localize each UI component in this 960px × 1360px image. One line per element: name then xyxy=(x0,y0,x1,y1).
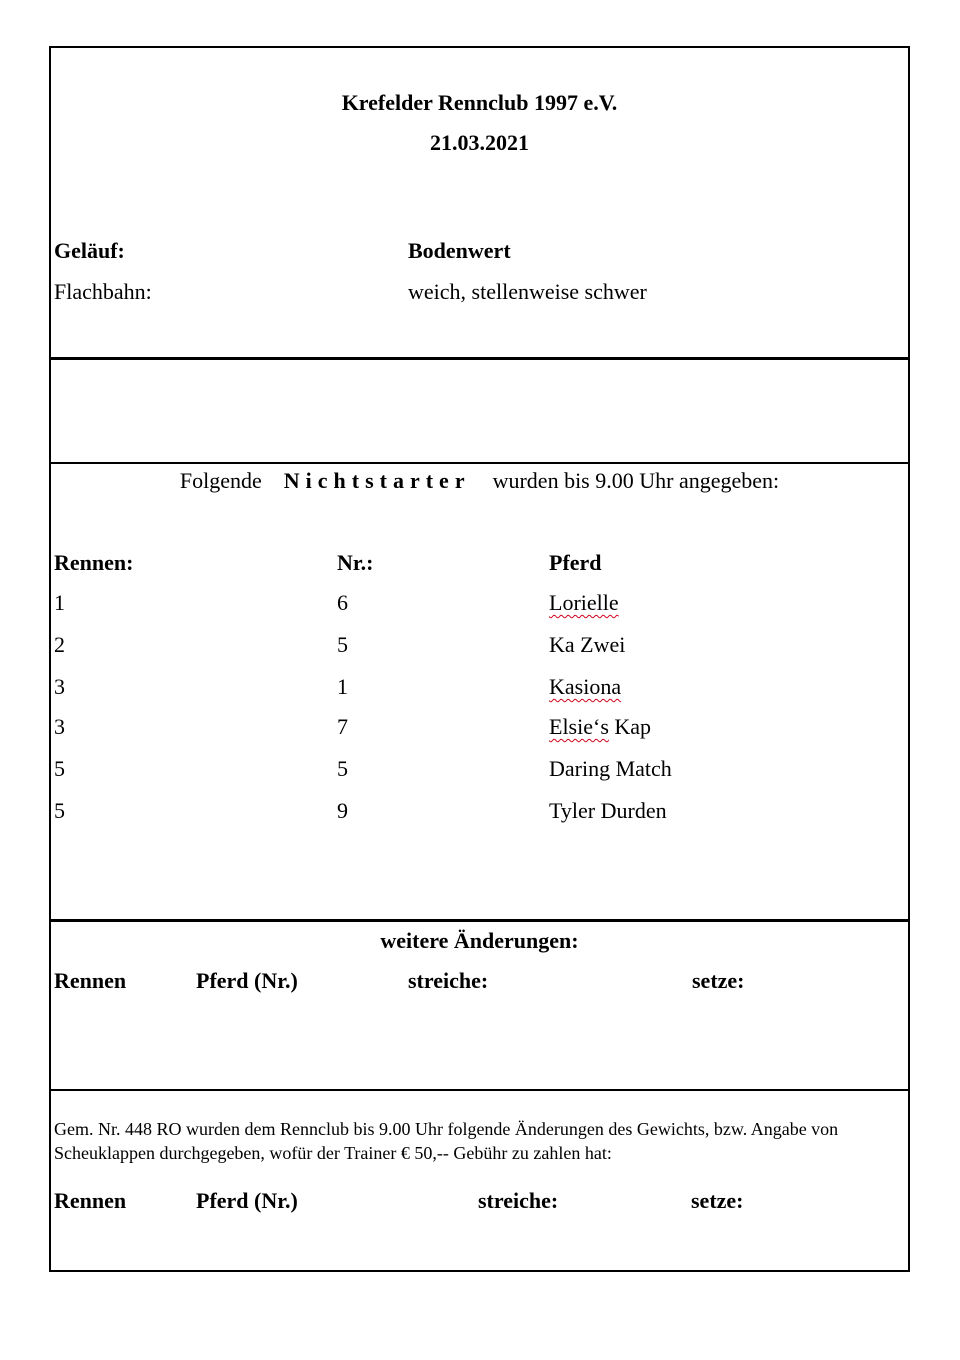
changes-title: weitere Änderungen: xyxy=(380,928,579,953)
changes-col-set: setze: xyxy=(692,968,745,993)
row-horse: Ka Zwei xyxy=(549,632,626,657)
col-header-horse: Pferd xyxy=(549,550,602,575)
row-horse: Lorielle xyxy=(549,590,619,615)
col-header-nr: Nr.: xyxy=(337,550,374,575)
section-divider-3 xyxy=(49,919,910,922)
row-race: 5 xyxy=(54,756,65,781)
row-race: 2 xyxy=(54,632,65,657)
section-divider-2 xyxy=(49,462,910,464)
row-nr: 7 xyxy=(337,714,348,739)
row-nr: 5 xyxy=(337,632,348,657)
flat-track-label: Flachbahn: xyxy=(54,279,152,304)
intro-post: wurden bis 9.00 Uhr angegeben: xyxy=(492,468,780,493)
intro-pre: Folgende xyxy=(179,468,262,493)
weights-col-set: setze: xyxy=(691,1188,744,1213)
row-horse: Tyler Durden xyxy=(549,798,667,823)
row-race: 3 xyxy=(54,674,65,699)
nonstarters-intro xyxy=(49,470,910,492)
row-nr: 5 xyxy=(337,756,348,781)
row-horse: Daring Match xyxy=(549,756,672,781)
section-divider-4 xyxy=(49,1089,910,1091)
form-border-bottom xyxy=(49,1270,910,1272)
row-race: 5 xyxy=(54,798,65,823)
changes-col-strike: streiche: xyxy=(408,968,489,993)
ground-value-label: Bodenwert xyxy=(408,238,511,263)
race-date: 21.03.2021 xyxy=(430,130,529,155)
flat-track-value: weich, stellenweise schwer xyxy=(408,279,647,304)
row-horse: Kasiona xyxy=(549,674,622,699)
row-race: 3 xyxy=(54,714,65,739)
form-border-top xyxy=(49,46,910,48)
changes-col-horse: Pferd (Nr.) xyxy=(196,968,298,993)
track-label: Geläuf: xyxy=(54,238,125,263)
weights-col-strike: streiche: xyxy=(478,1188,559,1213)
row-race: 1 xyxy=(54,590,65,615)
row-horse: Elsie‘s Kap xyxy=(549,714,652,739)
intro-word: Nichtstarter xyxy=(283,468,471,493)
row-nr: 6 xyxy=(337,590,348,615)
club-title: Krefelder Rennclub 1997 e.V. xyxy=(341,90,618,115)
section-divider-1 xyxy=(49,357,910,360)
weights-col-race: Rennen xyxy=(54,1188,127,1213)
changes-col-race: Rennen xyxy=(54,968,127,993)
row-nr: 1 xyxy=(337,674,348,699)
weights-note: Gem. Nr. 448 RO wurden dem Rennclub bis 9.00 Uhr folgende Änderungen des Gewichts, bzw. Angabe von Scheuklappen durchgegeben, wofür der Trainer € 50,-- Gebühr zu zahlen hat: xyxy=(54,1119,839,1163)
col-header-race: Rennen: xyxy=(54,550,134,575)
row-nr: 9 xyxy=(337,798,348,823)
weights-col-horse: Pferd (Nr.) xyxy=(196,1188,298,1213)
